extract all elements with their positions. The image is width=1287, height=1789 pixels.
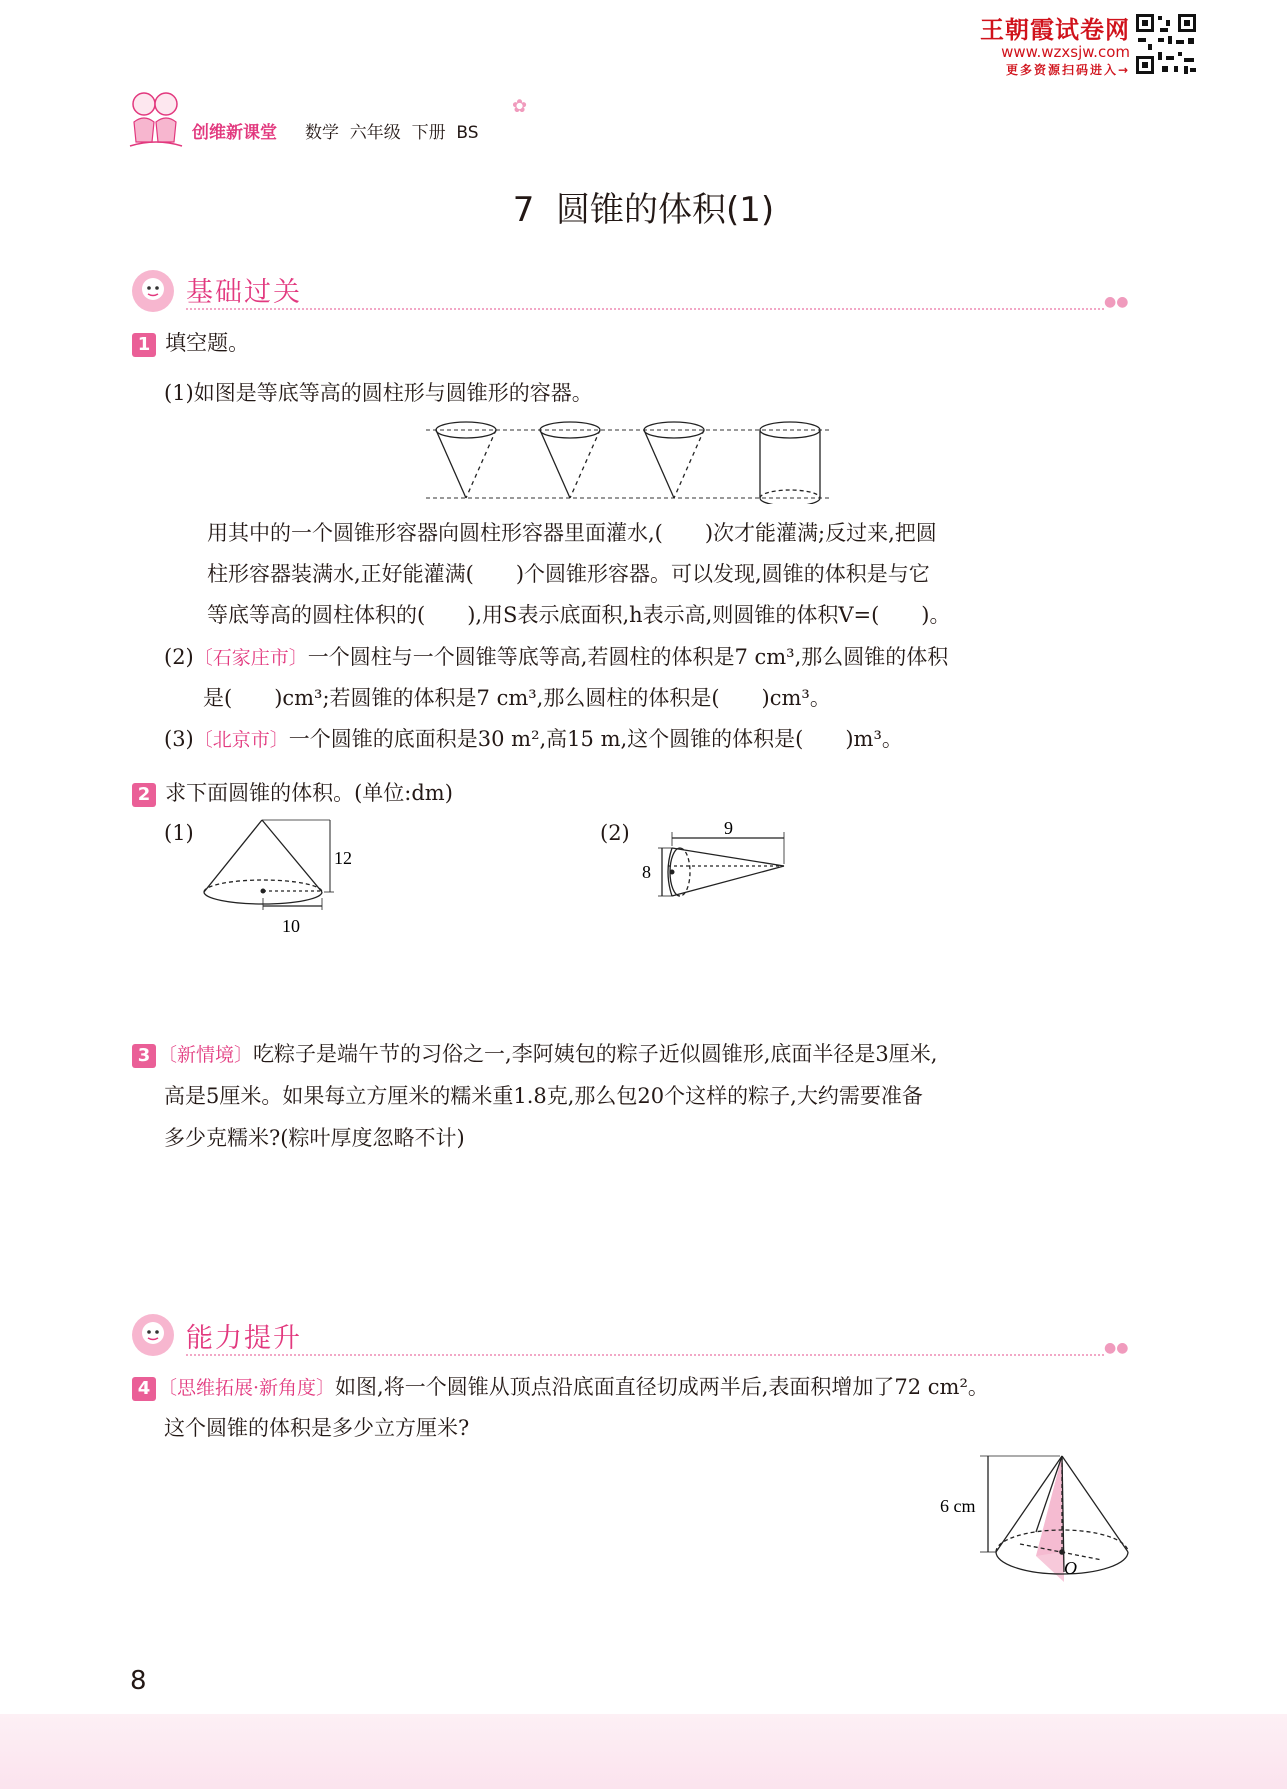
height-label: 6 cm: [940, 1496, 976, 1516]
section-divider: [186, 308, 1104, 310]
q1-part3-line1: [164, 724, 903, 755]
q3-line3: 多少克糯米?(粽叶厚度忽略不计): [164, 1126, 465, 1150]
question-4: [132, 1372, 989, 1403]
q4-line2: 这个圆锥的体积是多少立方厘米?: [164, 1416, 470, 1440]
height-label: 12: [334, 848, 352, 868]
q3-line2: 高是5厘米。如果每立方厘米的糯米重1.8克,那么包20个这样的粽子,大约需要准备: [164, 1084, 923, 1108]
part-prefix: (2): [164, 645, 194, 669]
length-label: 9: [724, 818, 733, 838]
question-head: 填空题。: [165, 331, 250, 355]
context-tag: 〔新情境〕: [158, 1044, 254, 1066]
cones-cylinder-figure: [424, 416, 834, 504]
section-advanced-title: 能力提升: [186, 1323, 302, 1354]
brand-cta: 更多资源扫码进入→: [1005, 63, 1130, 77]
footer-band: [0, 1714, 1287, 1789]
section-basic-title: 基础过关: [186, 277, 302, 308]
question-3: [132, 1039, 937, 1070]
center-label: O: [1064, 1558, 1077, 1578]
section-advanced-icon: [130, 1312, 176, 1358]
region-tag: 〔北京市〕: [193, 729, 289, 751]
dots-decor-icon: ●●: [1104, 294, 1129, 310]
question-1: [132, 328, 249, 358]
cone-figure-1: [196, 814, 366, 938]
cone-figure-2: [636, 818, 796, 918]
section-divider: [186, 1354, 1104, 1356]
flower-decor-icon: ✿: [512, 96, 528, 117]
subject-info: 数学 六年级 下册 BS: [305, 123, 479, 143]
question-number: 4: [132, 1377, 156, 1401]
section-basic-icon: [130, 268, 176, 314]
context-tag: 〔思维拓展·新角度〕: [158, 1377, 336, 1399]
split-cone-figure: [940, 1452, 1140, 1584]
q4-line1: 如图,将一个圆锥从顶点沿底面直径切成两半后,表面积增加了72 cm²。: [335, 1375, 989, 1399]
mascot-icon: [126, 88, 186, 152]
question-number: 3: [132, 1044, 156, 1068]
q1-part1-line2: 柱形容器装满水,正好能灌满( )个圆锥形容器。可以发现,圆锥的体积是与它: [207, 562, 930, 586]
part-text: 一个圆柱与一个圆锥等底等高,若圆柱的体积是7 cm³,那么圆锥的体积: [307, 645, 949, 669]
q2-sub1-label: (1): [164, 821, 194, 845]
question-number: 2: [132, 783, 156, 807]
part-prefix: (3): [164, 727, 194, 751]
radius-label: 10: [282, 916, 300, 936]
q2-sub2-label: (2): [600, 821, 630, 845]
dots-decor-icon: ●●: [1104, 1340, 1129, 1356]
q1-part1-line3: 等底等高的圆柱体积的( ),用S表示底面积,h表示高,则圆锥的体积V=( )。: [207, 603, 951, 627]
page-title: 7 圆锥的体积(1): [512, 190, 775, 230]
series-name: 创维新课堂: [192, 123, 277, 143]
q1-part2-line1: [164, 642, 948, 673]
brand-url: www.wzxsjw.com: [1001, 43, 1130, 61]
q1-part1-line1: 用其中的一个圆锥形容器向圆柱形容器里面灌水,( )次才能灌满;反过来,把圆: [207, 521, 937, 545]
diameter-label: 8: [642, 862, 651, 882]
part-text: 一个圆锥的底面积是30 m²,高15 m,这个圆锥的体积是( )m³。: [288, 727, 903, 751]
region-tag: 〔石家庄市〕: [193, 647, 308, 669]
q1-part1-intro: (1)如图是等底等高的圆柱形与圆锥形的容器。: [164, 381, 593, 405]
qr-code-icon[interactable]: [1134, 12, 1198, 76]
question-number: 1: [132, 333, 156, 357]
brand-name: 王朝霞试卷网: [980, 16, 1130, 44]
question-head: 求下面圆锥的体积。(单位:dm): [165, 781, 453, 805]
page-number: 8: [130, 1666, 147, 1696]
q3-line1: 吃粽子是端午节的习俗之一,李阿姨包的粽子近似圆锥形,底面半径是3厘米,: [253, 1042, 938, 1066]
question-2: [132, 778, 453, 808]
brand-block: [930, 10, 1130, 78]
q1-part2-line2: 是( )cm³;若圆锥的体积是7 cm³,那么圆柱的体积是( )cm³。: [203, 686, 831, 710]
